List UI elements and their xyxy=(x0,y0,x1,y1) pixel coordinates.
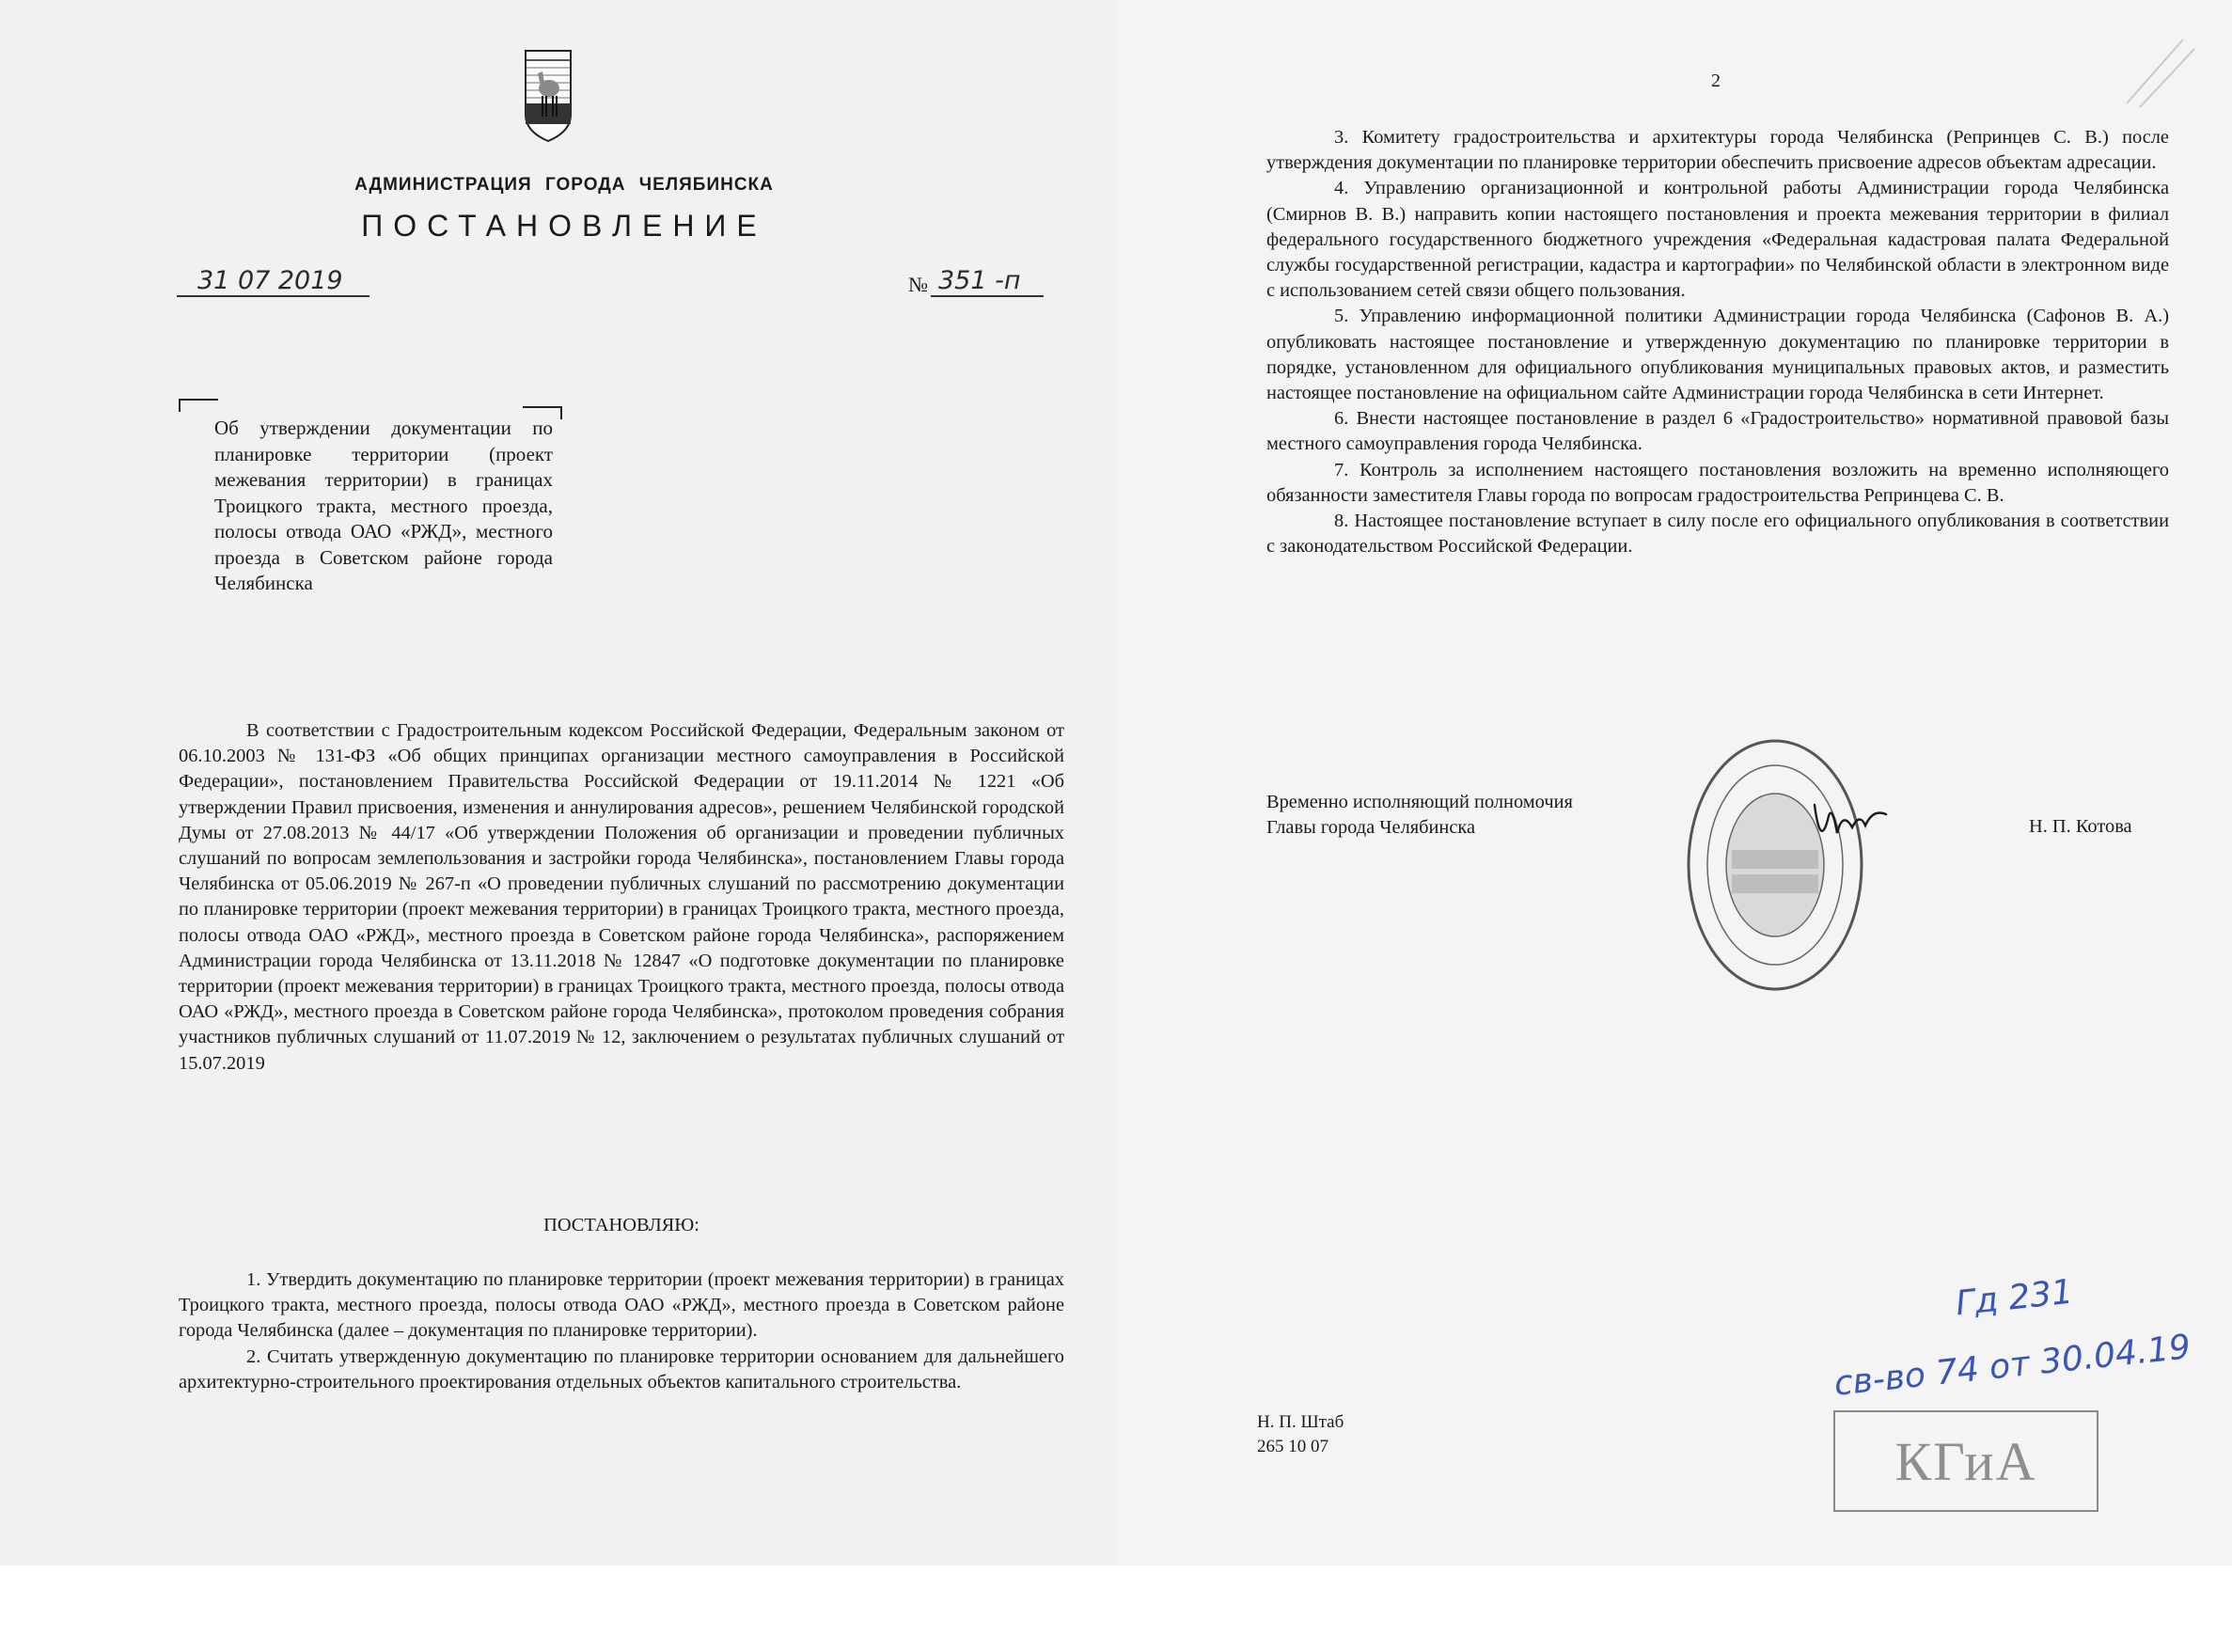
handwritten-note: Гд 231 xyxy=(1954,1272,2075,1324)
decree-item: 4. Управлению организационной и контрольной работы Администрации города Челябинска (Смирнов В. В.) направить копии настоящего постановления и проекта межевания территории в филиал федерального государственного бюджетного учреждения «Федеральная кадастровая палата Федеральной службы государственной регистрации, кадастра и картографии» по Челябинской области в электронном виде с использованием сетей связи общего пользования. xyxy=(1266,178,2169,302)
executor-phone: 265 10 07 xyxy=(1257,1437,1328,1456)
decree-item: 6. Внести настоящее постановление в раздел 6 «Градостроительство» нормативной правовой базы местного самоуправления города Челябинска. xyxy=(1266,408,2169,455)
document-number: 351 -п xyxy=(931,265,1044,297)
decree-item: 1. Утвердить документацию по планировке территории (проект межевания территории) в границах Троицкого тракта, местного проезда, полосы отвода ОАО «РЖД», местного проезда в Советском районе города Челябинска (далее – документация по планировке территории). xyxy=(179,1269,1064,1342)
issuing-authority: АДМИНИСТРАЦИЯ ГОРОДА ЧЕЛЯБИНСКА xyxy=(354,175,774,195)
scan-margin xyxy=(0,1565,2232,1652)
decree-item: 3. Комитету градостроительства и архитектуры города Челябинска (Репринцев С. В.) после утверждения документации по планировке территории обеспечить присвоение адресов объектам адресации. xyxy=(1266,127,2169,174)
handwritten-note: св-во 74 от 30.04.19 xyxy=(1831,1328,2193,1404)
signer-name: Н. П. Котова xyxy=(2029,816,2132,837)
staple-mark-icon xyxy=(2117,28,2202,113)
document-type-heading: ПОСТАНОВЛЕНИЕ xyxy=(361,209,767,243)
page-number: 2 xyxy=(1711,71,1721,91)
document-subject: Об утверждении документации по планировке территории (проект межевания территории) в границах Троицкого тракта, местного проезда, полосы отвода ОАО «РЖД», местного проезда в Советском районе города Челябинска xyxy=(214,417,553,594)
official-seal-icon xyxy=(1685,737,1865,993)
decree-item: 2. Считать утвержденную документацию по планировке территории основанием для дальнейшего архитектурно-строительного проектирования отдельных объектов капитального строительства. xyxy=(179,1345,1064,1392)
executor-info xyxy=(1257,1410,1344,1459)
registration-stamp: КГиА xyxy=(1833,1410,2098,1512)
signer-role-line: Временно исполняющий полномочия xyxy=(1266,792,1573,812)
decree-word: ПОСТАНОВЛЯЮ: xyxy=(543,1215,699,1235)
handwritten-signature-icon xyxy=(1807,792,1892,857)
decree-item: 5. Управлению информационной политики Администрации города Челябинска (Сафонов В. А.) опубликовать настоящее постановление и утвержденную документацию по планировке территории в порядке, установленном для официального опубликования муниципальных правовых актов, и разместить настоящее постановление на официальном сайте Администрации города Челябинска в сети Интернет. xyxy=(1266,306,2169,404)
document-date: 31 07 2019 xyxy=(177,265,369,297)
subject-bracket-left xyxy=(179,399,218,412)
preamble xyxy=(179,718,1064,1077)
number-label: № xyxy=(908,273,928,296)
preamble-text: В соответствии с Градостроительным кодексом Российской Федерации, Федеральным законом от 06.10.2003 № 131-ФЗ «Об общих принципах организации местного самоуправления в Российской Федерации», постановлением Правительства Российской Федерации от 19.11.2014 № 1221 «Об утверждении Правил присвоения, изменения и аннулирования адресов», решением Челябинской городской Думы от 27.08.2013 № 44/17 «Об утверждении Положения об организации и проведении публичных слушаний по вопросам землепользования и застройки города Челябинска», постановлением Главы города Челябинска от 05.06.2019 № 267-п «О проведении публичных слушаний по рассмотрению документации по планировке территории (проект межевания территории) в границах Троицкого тракта, местного проезда, полосы отвода ОАО «РЖД», местного проезда в Советском районе города Челябинска», распоряжением Администрации города Челябинска от 13.11.2018 № 12847 «О подготовке документации по планировке территории (проект межевания территории) в границах Троицкого тракта, местного проезда, полосы отвода ОАО «РЖД», местного проезда в Советском районе города Челябинска», протоколом проведения собрания участников публичных слушаний от 11.07.2019 № 12, заключением о результатах публичных слушаний от 15.07.2019 xyxy=(179,720,1064,1074)
decree-item: 8. Настоящее постановление вступает в силу после его официального опубликования в соответствии с законодательством Российской Федерации. xyxy=(1266,511,2169,558)
signer-position xyxy=(1266,790,1573,841)
signer-role-line: Главы города Челябинска xyxy=(1266,817,1476,839)
decree-items-page-two xyxy=(1266,125,2169,559)
executor-name: Н. П. Штаб xyxy=(1257,1412,1344,1432)
decree-item: 7. Контроль за исполнением настоящего постановления возложить на временно исполняющего обязанности заместителя Главы города по вопросам градостроительства Репринцева С. В. xyxy=(1266,459,2169,506)
decree-items-page-one xyxy=(179,1267,1064,1395)
coat-of-arms-icon xyxy=(524,49,573,143)
